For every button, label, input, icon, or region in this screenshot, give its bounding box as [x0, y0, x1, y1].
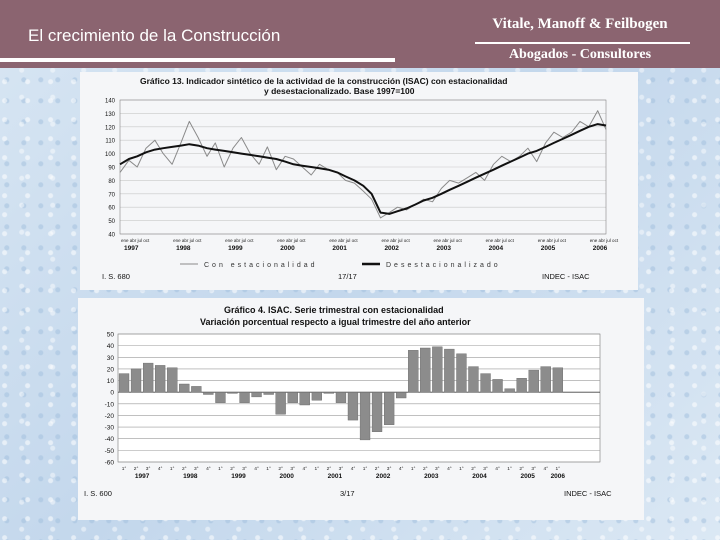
- chart1-month-tick-label: ene abr jul oct: [225, 238, 254, 243]
- chart1-x-axis: [121, 238, 619, 252]
- chart1-footer-mid: 17/17: [338, 272, 357, 281]
- chart2-quarter-label: 3°: [435, 467, 440, 472]
- chart1-year-label: 2004: [488, 245, 504, 252]
- chart2-bar: [553, 368, 563, 392]
- chart2-year-label: 2006: [550, 473, 566, 480]
- chart1-month-tick-label: ene abr jul oct: [381, 238, 410, 243]
- chart1-year-label: 1998: [176, 245, 191, 252]
- chart2-year-label: 2003: [424, 473, 439, 480]
- chart2-x-axis: [122, 466, 566, 480]
- chart2-quarter-label: 4°: [206, 467, 211, 472]
- chart2-bar: [131, 369, 141, 392]
- chart2-bar: [541, 367, 551, 393]
- chart2-bar: [119, 374, 129, 393]
- chart2-y-tick-label: -30: [104, 424, 114, 432]
- chart2-quarter-label: 4°: [398, 467, 404, 472]
- chart1-y-tick-label: 100: [104, 152, 115, 159]
- chart2-bar: [396, 392, 406, 398]
- chart2-gridlines: [118, 334, 600, 462]
- chart2-bar: [420, 348, 430, 392]
- chart2-y-axis: [105, 332, 115, 467]
- chart2-y-tick-label: 40: [106, 343, 114, 351]
- chart2-bar: [372, 392, 382, 432]
- chart2-quarter-label: 4°: [302, 467, 308, 472]
- chart1-y-tick-label: 110: [105, 138, 115, 145]
- isac-line-chart: [80, 72, 638, 290]
- chart2-bar: [505, 389, 515, 393]
- chart1-year-label: 2003: [436, 245, 452, 252]
- chart2-quarter-label: 1°: [169, 467, 175, 472]
- chart2-quarter-label: 3°: [483, 467, 488, 472]
- chart2-y-tick-label: -50: [104, 447, 114, 455]
- chart2-bar: [240, 392, 250, 403]
- slide-header: [0, 0, 720, 68]
- chart2-quarter-label: 1°: [266, 467, 271, 472]
- chart1-month-tick-label: ene abr jul oct: [537, 238, 567, 243]
- chart2-footer-mid: 3/17: [340, 489, 355, 498]
- chart2-bar: [493, 379, 503, 392]
- chart2-quarter-label: 2°: [326, 467, 332, 472]
- chart2-title-line1: Gráfico 4. ISAC. Serie trimestral con estacionalidad: [224, 305, 444, 315]
- legend-seasonal-label: Con estacionalidad: [204, 262, 318, 269]
- chart2-bar: [203, 392, 213, 394]
- chart2-year-label: 2002: [375, 473, 391, 480]
- chart2-bar: [191, 386, 201, 392]
- chart2-quarter-label: 1°: [314, 467, 320, 472]
- chart1-year-label: 1997: [124, 245, 139, 252]
- chart2-y-tick-label: 50: [106, 331, 114, 339]
- chart2-bar: [167, 368, 177, 392]
- chart2-bar: [384, 392, 394, 425]
- chart2-quarter-label: 2°: [230, 467, 235, 472]
- chart2-y-tick-label: -60: [104, 459, 114, 467]
- chart2-quarter-label: 2°: [182, 467, 187, 472]
- chart1-year-label: 2002: [384, 245, 399, 252]
- chart2-quarter-label: 1°: [362, 467, 368, 472]
- chart2-year-label: 1998: [183, 473, 198, 480]
- chart2-bar: [155, 365, 165, 392]
- chart2-bar: [216, 392, 226, 403]
- chart2-bar: [300, 392, 310, 405]
- chart1-y-tick-label: 140: [104, 98, 115, 105]
- chart1-title-line1: Gráfico 13. Indicador sintético de la actividad de la construcción (ISAC) con estacionalidad: [140, 76, 508, 86]
- chart2-year-label: 2000: [279, 473, 294, 480]
- chart2-quarter-label: 2°: [278, 467, 283, 472]
- chart2-bar: [408, 350, 418, 392]
- chart2-bar: [336, 392, 346, 403]
- chart2-year-label: 2001: [327, 473, 343, 480]
- chart2-quarter-label: 4°: [157, 467, 163, 472]
- chart1-y-tick-label: 130: [104, 111, 115, 118]
- chart2-y-tick-label: 10: [106, 378, 114, 386]
- chart2-y-tick-label: 0: [110, 389, 114, 397]
- chart2-bar: [457, 354, 467, 392]
- chart2-year-label: 1997: [134, 473, 150, 480]
- chart2-bar: [469, 367, 479, 393]
- chart1-month-tick-label: ene abr jul oct: [173, 238, 202, 243]
- chart2-footer-left: I. S. 600: [84, 489, 112, 498]
- chart2-title-line2: Variación porcentual respecto a igual trimestre del año anterior: [200, 317, 471, 327]
- title-underline: [0, 58, 395, 62]
- chart1-year-label: 2005: [540, 245, 556, 252]
- chart2-quarter-label: 2°: [423, 467, 428, 472]
- chart2-quarter-label: 4°: [350, 467, 356, 472]
- chart2-quarter-label: 3°: [290, 467, 295, 472]
- chart1-legend: [180, 262, 501, 269]
- chart2-footer-right: INDEC - ISAC: [564, 489, 612, 498]
- chart2-bar: [228, 392, 238, 393]
- chart1-month-tick-label: ene abr jul oct: [589, 238, 619, 243]
- chart1-footer-right: INDEC - ISAC: [542, 272, 590, 281]
- chart2-quarter-label: 4°: [254, 467, 259, 472]
- isac-bar-chart-panel: [78, 298, 644, 520]
- chart1-month-tick-label: ene abr jul oct: [329, 238, 358, 243]
- chart2-year-label: 2004: [472, 473, 487, 480]
- chart1-y-tick-label: 90: [108, 165, 115, 172]
- chart2-quarter-label: 3°: [242, 467, 247, 472]
- chart2-bar: [276, 392, 286, 414]
- chart2-bar: [529, 370, 539, 392]
- chart2-bar: [324, 392, 334, 393]
- chart2-bar: [481, 374, 491, 393]
- series-line-desestacionalizado: [120, 124, 606, 214]
- isac-bar-chart: [78, 298, 644, 520]
- chart1-title-line2: y desestacionalizado. Base 1997=100: [264, 86, 415, 96]
- chart2-quarter-label: 1°: [218, 467, 223, 472]
- chart2-quarter-label: 1°: [121, 467, 127, 472]
- chart2-year-label: 2005: [520, 473, 535, 480]
- chart2-quarter-label: 4°: [543, 467, 549, 472]
- chart2-bar: [432, 347, 442, 392]
- chart2-bar: [444, 349, 454, 392]
- chart2-quarter-label: 2°: [471, 467, 476, 472]
- chart2-quarter-label: 3°: [194, 467, 199, 472]
- chart1-y-tick-label: 40: [108, 232, 115, 239]
- chart2-bar: [179, 384, 189, 392]
- chart2-y-tick-label: 20: [106, 366, 114, 374]
- firm-subtitle: Abogados - Consultores: [508, 47, 652, 62]
- chart2-year-label: 1999: [231, 473, 246, 480]
- chart1-month-tick-label: ene abr jul oct: [121, 238, 150, 243]
- chart1-year-label: 2006: [592, 245, 608, 252]
- chart2-bar: [517, 378, 527, 392]
- chart1-y-axis: [105, 99, 116, 239]
- chart2-quarter-label: 2°: [133, 467, 139, 472]
- chart1-y-tick-label: 80: [108, 178, 115, 185]
- chart1-y-tick-label: 50: [108, 219, 115, 226]
- chart2-quarter-label: 2°: [374, 467, 380, 472]
- chart2-y-tick-label: -40: [104, 436, 114, 444]
- firm-divider: [475, 42, 690, 44]
- chart1-gridlines: [120, 100, 606, 234]
- chart2-bar: [143, 363, 153, 392]
- chart1-y-tick-label: 60: [108, 205, 115, 212]
- chart2-quarter-label: 1°: [555, 467, 561, 472]
- chart2-quarter-label: 1°: [410, 467, 416, 472]
- chart2-quarter-label: 4°: [447, 467, 452, 472]
- chart1-year-label: 2000: [280, 245, 295, 252]
- slide-title: El crecimiento de la Construcción: [28, 26, 281, 45]
- chart2-y-tick-label: 30: [106, 354, 114, 362]
- chart1-month-tick-label: ene abr jul oct: [485, 238, 514, 243]
- chart1-y-tick-label: 70: [108, 192, 115, 199]
- chart2-bar: [348, 392, 358, 420]
- chart2-bar: [288, 392, 298, 403]
- chart1-year-label: 2001: [332, 245, 347, 252]
- chart2-y-tick-label: -20: [104, 412, 114, 420]
- chart2-quarter-label: 1°: [507, 467, 512, 472]
- chart1-y-tick-label: 120: [104, 125, 115, 132]
- chart1-month-tick-label: ene abr jul oct: [277, 238, 306, 243]
- chart2-quarter-label: 3°: [386, 467, 392, 472]
- chart2-bar: [312, 392, 322, 400]
- chart2-quarter-label: 4°: [495, 467, 500, 472]
- chart2-plot-area: [118, 334, 600, 462]
- chart1-footer-left: I. S. 680: [102, 272, 130, 281]
- chart2-bar: [252, 392, 262, 397]
- chart2-quarter-label: 1°: [459, 467, 464, 472]
- chart2-quarter-label: 3°: [531, 467, 536, 472]
- chart2-quarter-label: 3°: [338, 467, 344, 472]
- legend-deseasonal-label: Desestacionalizado: [386, 262, 501, 269]
- chart2-bar: [264, 392, 274, 394]
- chart2-quarter-label: 3°: [145, 467, 151, 472]
- chart2-bar: [360, 392, 370, 440]
- chart2-quarter-label: 2°: [519, 467, 524, 472]
- firm-name: Vitale, Manoff & Feilbogen: [492, 16, 668, 32]
- chart1-month-tick-label: ene abr jul oct: [433, 238, 462, 243]
- chart1-year-label: 1999: [228, 245, 243, 252]
- chart2-y-tick-label: -10: [104, 401, 114, 409]
- isac-line-chart-panel: [80, 72, 638, 290]
